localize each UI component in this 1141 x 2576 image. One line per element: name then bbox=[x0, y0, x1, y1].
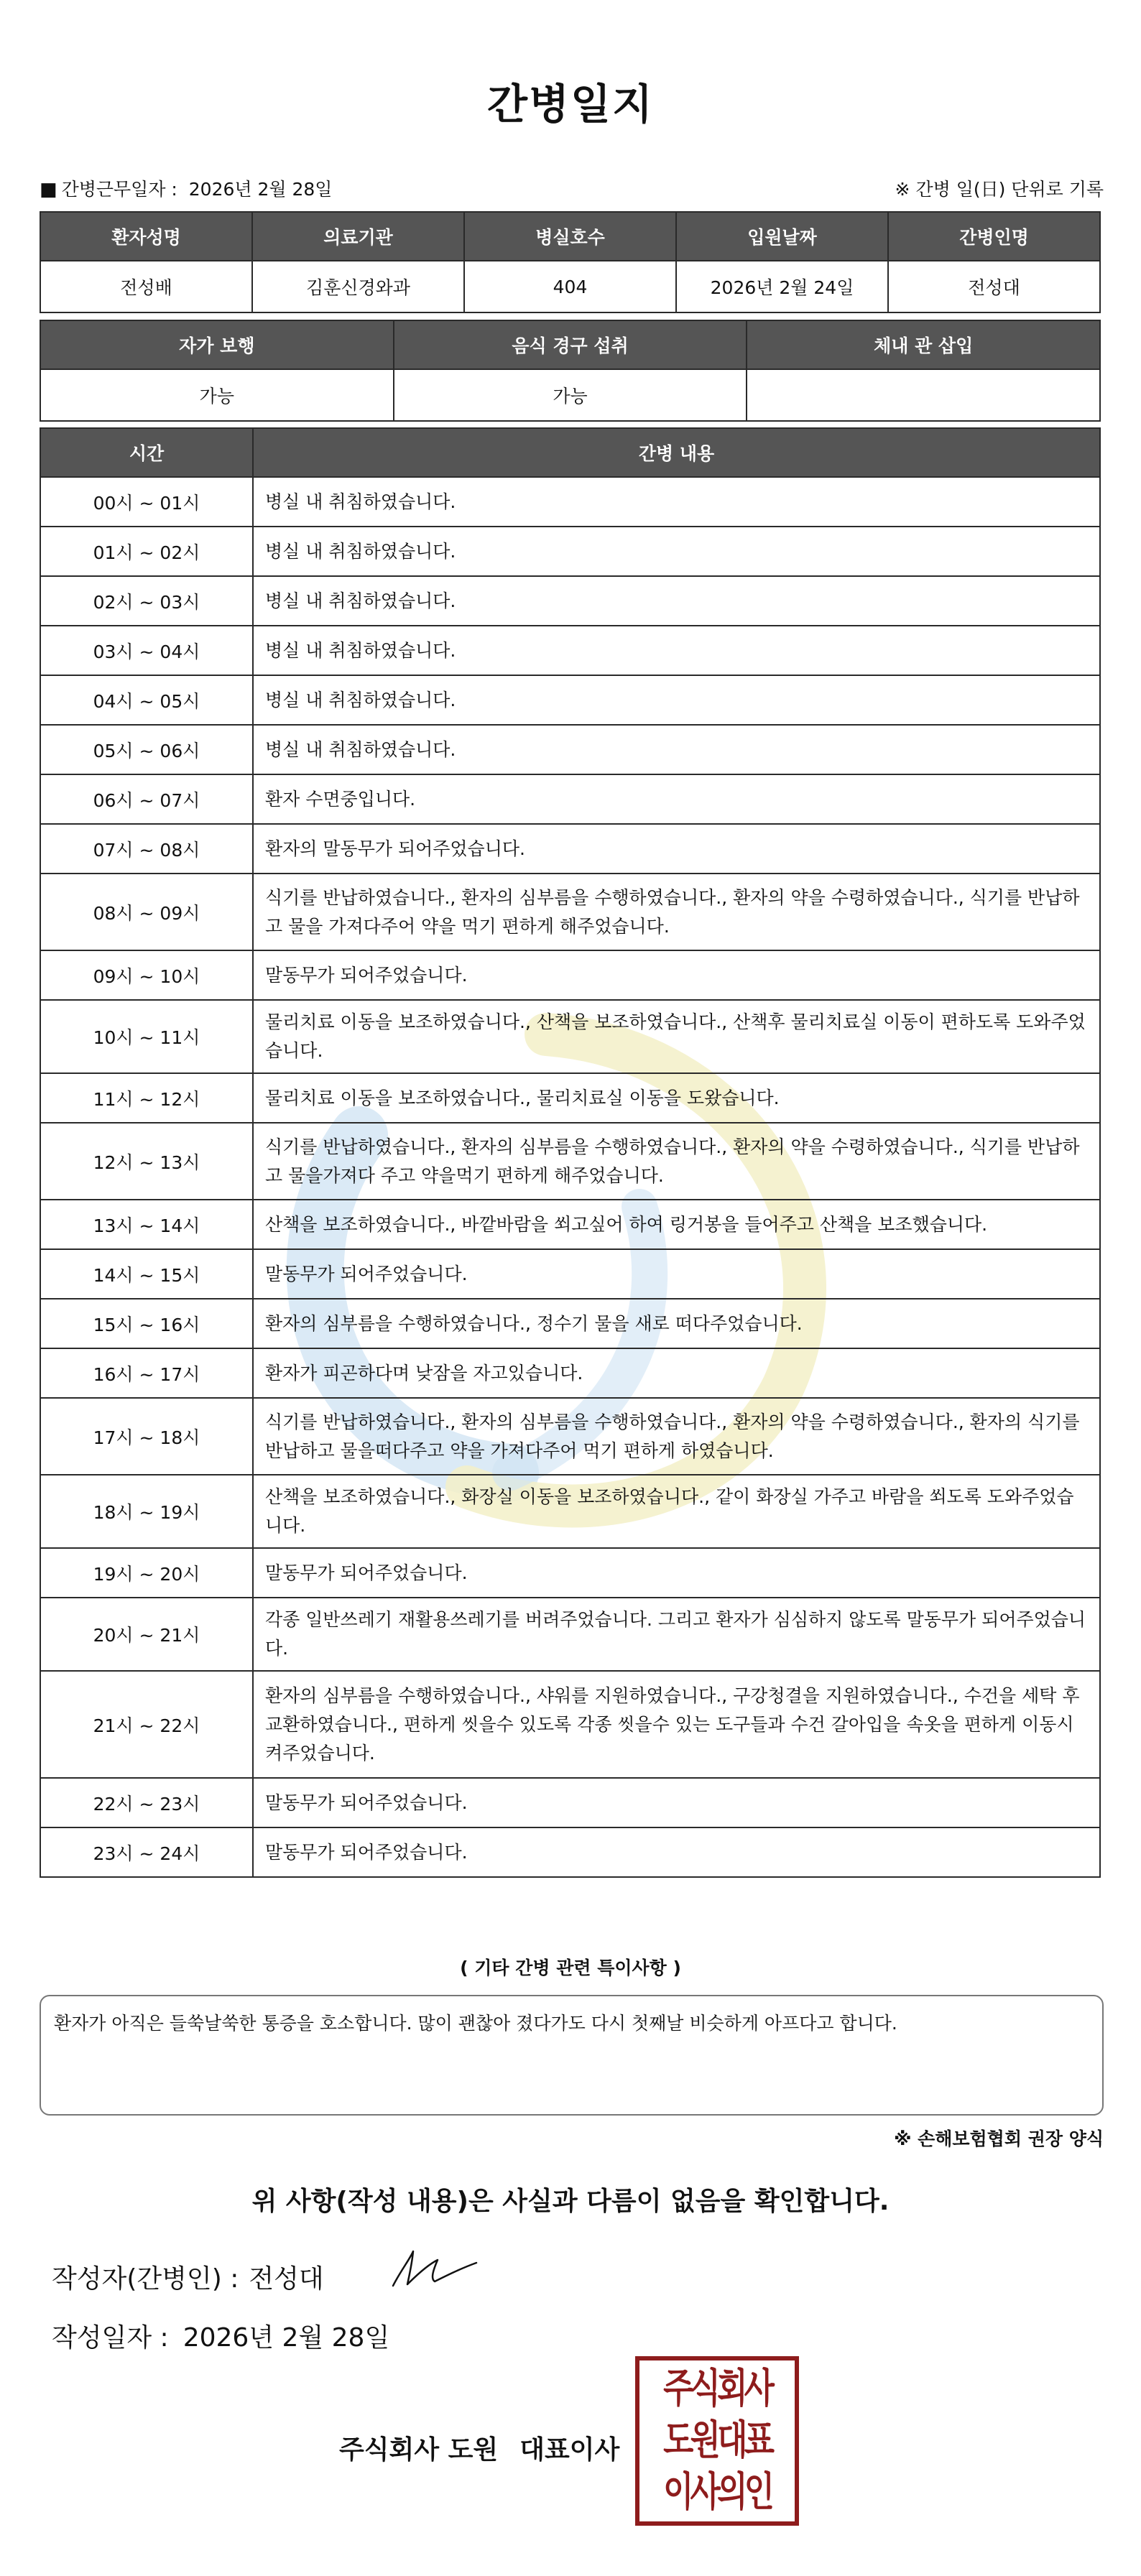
care-content: 말동무가 되어주었습니다. bbox=[253, 1548, 1100, 1598]
company-name: 주식회사 도원 bbox=[339, 2435, 499, 2465]
remarks-text: 환자가 아직은 들쑥날쑥한 통증을 호소합니다. 많이 괜찮아 졌다가도 다시 첫째날 비슷하게 아프다고 합니다. bbox=[54, 2013, 897, 2034]
time-slot: 06시 ~ 07시 bbox=[40, 774, 253, 824]
writer-label: 작성자(간병인) : bbox=[52, 2264, 239, 2294]
written-date-label: 작성일자 : bbox=[52, 2323, 169, 2353]
care-log-body bbox=[40, 477, 1100, 1877]
seal-line: 이사의인 bbox=[662, 2469, 772, 2516]
care-content: 말동무가 되어주었습니다. bbox=[253, 1778, 1100, 1827]
tube-insertion-value bbox=[747, 369, 1100, 421]
header-tube-insertion: 체내 관 삽입 bbox=[747, 320, 1100, 369]
work-date-label: 간병근무일자 : bbox=[61, 179, 177, 200]
time-slot: 14시 ~ 15시 bbox=[40, 1249, 253, 1299]
table-row bbox=[40, 824, 1100, 874]
time-slot: 09시 ~ 10시 bbox=[40, 950, 253, 1000]
written-date-line bbox=[52, 2317, 389, 2354]
care-content: 식기를 반납하였습니다., 환자의 심부름을 수행하였습니다., 환자의 약을 수령하였습니다., 식기를 반납하고 물을 가져다주어 약을 먹기 편하게 해주었습니다. bbox=[253, 874, 1100, 950]
table-row bbox=[40, 1475, 1100, 1548]
table-row bbox=[40, 1548, 1100, 1598]
time-slot: 10시 ~ 11시 bbox=[40, 1000, 253, 1073]
hospital-name: 김훈신경와과 bbox=[252, 261, 464, 312]
care-content: 환자가 피곤하다며 낮잠을 자고있습니다. bbox=[253, 1348, 1100, 1398]
time-slot: 19시 ~ 20시 bbox=[40, 1548, 253, 1598]
table-row bbox=[40, 626, 1100, 675]
representative-title: 대표이사 bbox=[519, 2435, 620, 2465]
table-row bbox=[40, 1827, 1100, 1877]
care-content: 식기를 반납하였습니다., 환자의 심부름을 수행하였습니다., 환자의 약을 수령하였습니다., 환자의 식기를 반납하고 물을떠다주고 약을 가져다주어 먹기 편하게 하였습니다. bbox=[253, 1398, 1100, 1475]
care-log-table bbox=[40, 427, 1101, 1878]
table-row bbox=[40, 477, 1100, 527]
care-content: 말동무가 되어주었습니다. bbox=[253, 1827, 1100, 1877]
header-self-walking: 자가 보행 bbox=[40, 320, 394, 369]
time-slot: 16시 ~ 17시 bbox=[40, 1348, 253, 1398]
header-hospital: 의료기관 bbox=[252, 212, 464, 261]
time-slot: 13시 ~ 14시 bbox=[40, 1200, 253, 1249]
care-content: 환자의 말동무가 되어주었습니다. bbox=[253, 824, 1100, 874]
table-row bbox=[40, 1000, 1100, 1073]
written-date-value: 2026년 2월 28일 bbox=[183, 2323, 390, 2353]
table-row bbox=[40, 675, 1100, 725]
patient-info-table bbox=[40, 211, 1101, 313]
time-slot: 07시 ~ 08시 bbox=[40, 824, 253, 874]
table-row bbox=[40, 1671, 1100, 1778]
table-row bbox=[40, 1348, 1100, 1398]
time-slot: 21시 ~ 22시 bbox=[40, 1671, 253, 1778]
header-patient-name: 환자성명 bbox=[40, 212, 252, 261]
header-room-number: 병실호수 bbox=[464, 212, 676, 261]
care-content: 병실 내 취침하였습니다. bbox=[253, 626, 1100, 675]
time-slot: 20시 ~ 21시 bbox=[40, 1598, 253, 1671]
care-content: 병실 내 취침하였습니다. bbox=[253, 725, 1100, 774]
care-content: 환자의 심부름을 수행하였습니다., 정수기 물을 새로 떠다주었습니다. bbox=[253, 1299, 1100, 1348]
square-bullet-icon: ■ bbox=[40, 179, 57, 200]
care-content: 물리치료 이동을 보조하였습니다., 물리치료실 이동을 도왔습니다. bbox=[253, 1073, 1100, 1123]
writer-line bbox=[52, 2258, 324, 2295]
table-row bbox=[40, 1249, 1100, 1299]
patient-status-table bbox=[40, 320, 1101, 422]
care-content: 식기를 반납하였습니다., 환자의 심부름을 수행하였습니다., 환자의 약을 수령하였습니다., 식기를 반납하고 물을가져다 주고 약을먹기 편하게 해주었습니다. bbox=[253, 1123, 1100, 1200]
work-date bbox=[40, 175, 332, 201]
time-slot: 01시 ~ 02시 bbox=[40, 527, 253, 576]
time-slot: 04시 ~ 05시 bbox=[40, 675, 253, 725]
remarks-box bbox=[40, 1995, 1104, 2116]
table-row bbox=[40, 1073, 1100, 1123]
seal-line: 주식회사 bbox=[662, 2366, 772, 2412]
care-content: 환자 수면중입니다. bbox=[253, 774, 1100, 824]
care-content: 산책을 보조하였습니다., 화장실 이동을 보조하였습니다., 같이 화장실 가주고 바람을 쐬도록 도와주었습니다. bbox=[253, 1475, 1100, 1548]
table-row bbox=[40, 1398, 1100, 1475]
confirmation-statement: 위 사항(작성 내용)은 사실과 다름이 없음을 확인합니다. bbox=[251, 2187, 890, 2216]
seal-line: 도원대표 bbox=[662, 2417, 772, 2464]
care-content: 병실 내 취침하였습니다. bbox=[253, 527, 1100, 576]
table-row bbox=[40, 1598, 1100, 1671]
company-seal bbox=[635, 2356, 799, 2526]
header-care-content: 간병 내용 bbox=[253, 428, 1100, 477]
care-content: 각종 일반쓰레기 재활용쓰레기를 버려주었습니다. 그리고 환자가 심심하지 않도록 말동무가 되어주었습니다. bbox=[253, 1598, 1100, 1671]
header-time: 시간 bbox=[40, 428, 253, 477]
admission-date: 2026년 2월 24일 bbox=[676, 261, 888, 312]
table-row bbox=[40, 1778, 1100, 1827]
patient-name: 전성배 bbox=[40, 261, 252, 312]
time-slot: 05시 ~ 06시 bbox=[40, 725, 253, 774]
time-slot: 12시 ~ 13시 bbox=[40, 1123, 253, 1200]
table-row bbox=[40, 576, 1100, 626]
self-walking-value: 가능 bbox=[40, 369, 394, 421]
time-slot: 22시 ~ 23시 bbox=[40, 1778, 253, 1827]
care-content: 병실 내 취침하였습니다. bbox=[253, 576, 1100, 626]
time-slot: 03시 ~ 04시 bbox=[40, 626, 253, 675]
care-content: 말동무가 되어주었습니다. bbox=[253, 950, 1100, 1000]
form-note: ※ 손해보험협회 권장 양식 bbox=[894, 2128, 1104, 2149]
table-row bbox=[40, 950, 1100, 1000]
time-slot: 18시 ~ 19시 bbox=[40, 1475, 253, 1548]
time-slot: 08시 ~ 09시 bbox=[40, 874, 253, 950]
signature bbox=[384, 2241, 485, 2299]
table-row bbox=[40, 527, 1100, 576]
unit-note: ※ 간병 일(日) 단위로 기록 bbox=[895, 179, 1104, 200]
table-row bbox=[40, 1299, 1100, 1348]
time-slot: 23시 ~ 24시 bbox=[40, 1827, 253, 1877]
time-slot: 17시 ~ 18시 bbox=[40, 1398, 253, 1475]
time-slot: 02시 ~ 03시 bbox=[40, 576, 253, 626]
company-line bbox=[339, 2429, 619, 2466]
header-caregiver-name: 간병인명 bbox=[888, 212, 1100, 261]
header-admission-date: 입원날짜 bbox=[676, 212, 888, 261]
room-number: 404 bbox=[464, 261, 676, 312]
writer-name: 전성대 bbox=[249, 2264, 324, 2294]
table-row bbox=[40, 1123, 1100, 1200]
care-content: 말동무가 되어주었습니다. bbox=[253, 1249, 1100, 1299]
care-content: 병실 내 취침하였습니다. bbox=[253, 477, 1100, 527]
caregiver-name: 전성대 bbox=[888, 261, 1100, 312]
time-slot: 00시 ~ 01시 bbox=[40, 477, 253, 527]
document-title: 간병일지 bbox=[486, 80, 655, 129]
table-row bbox=[40, 725, 1100, 774]
table-row bbox=[40, 874, 1100, 950]
time-slot: 15시 ~ 16시 bbox=[40, 1299, 253, 1348]
table-row bbox=[40, 1200, 1100, 1249]
table-row bbox=[40, 774, 1100, 824]
header-oral-intake: 음식 경구 섭취 bbox=[394, 320, 747, 369]
oral-intake-value: 가능 bbox=[394, 369, 747, 421]
remarks-title: ( 기타 간병 관련 특이사항 ) bbox=[460, 1958, 681, 1978]
care-content: 환자의 심부름을 수행하였습니다., 샤워를 지원하였습니다., 구강청결을 지원하였습니다., 수건을 세탁 후 교환하였습니다., 편하게 씻을수 있도록 각종 씻을수 있는 도구들과 수건 갈아입을 속옷을 편하게 이동시켜주었습니다. bbox=[253, 1671, 1100, 1778]
care-content: 산책을 보조하였습니다., 바깥바람을 쐬고싶어 하여 링거봉을 들어주고 산책을 보조했습니다. bbox=[253, 1200, 1100, 1249]
care-content: 병실 내 취침하였습니다. bbox=[253, 675, 1100, 725]
work-date-value: 2026년 2월 28일 bbox=[188, 179, 333, 200]
time-slot: 11시 ~ 12시 bbox=[40, 1073, 253, 1123]
care-content: 물리치료 이동을 보조하였습니다., 산책을 보조하였습니다., 산책후 물리치료실 이동이 편하도록 도와주었습니다. bbox=[253, 1000, 1100, 1073]
